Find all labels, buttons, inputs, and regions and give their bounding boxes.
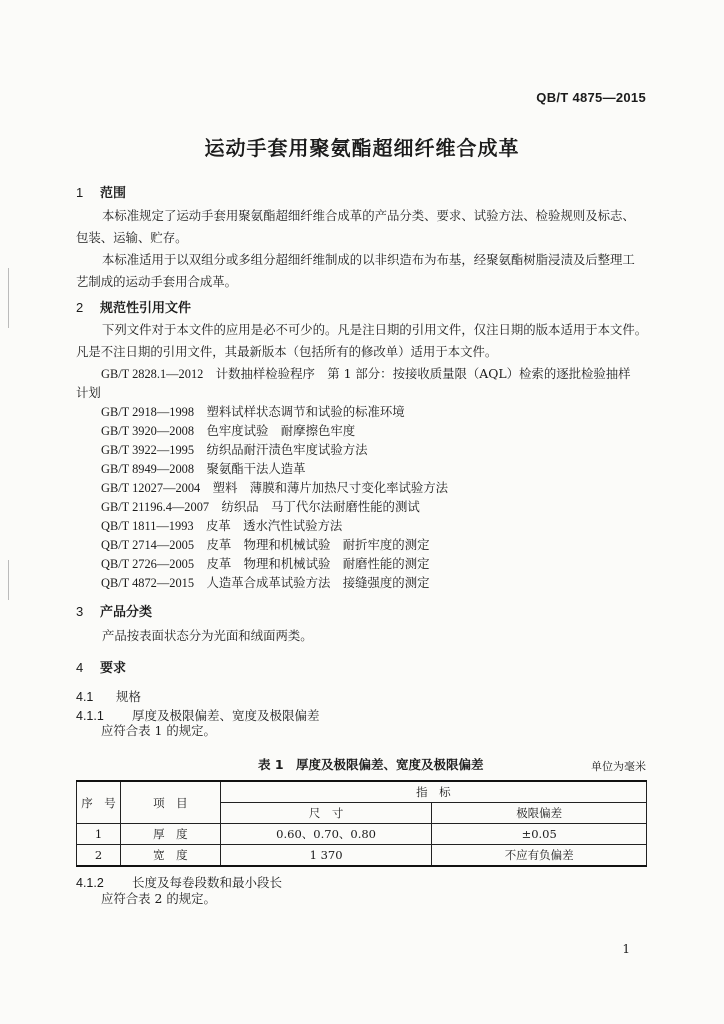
section-1-body bbox=[76, 205, 656, 293]
paragraph: 本标准适用于以双组分或多组分超细纤维制成的以非织造布为布基，经聚氨酯树脂浸渍及后整理工 bbox=[102, 252, 635, 267]
header-no: 序 号 bbox=[77, 781, 121, 824]
table-caption: 表 1 厚度及极限偏差、宽度及极限偏差 bbox=[258, 757, 484, 772]
reference-title: 纺织品耐汗渍色牢度试验方法 bbox=[206, 442, 368, 457]
reference-item bbox=[101, 364, 631, 382]
reference-code: QB/T 2726—2005 bbox=[101, 557, 195, 571]
header-deviation: 极限偏差 bbox=[432, 803, 647, 824]
section-3-heading bbox=[76, 601, 152, 620]
header-size: 尺 寸 bbox=[220, 803, 432, 824]
reference-title: 皮革 物理和机械试验 耐折牢度的测定 bbox=[206, 537, 430, 552]
cell-deviation: 不应有负偏差 bbox=[432, 845, 647, 867]
paragraph-cont: 艺制成的运动手套用合成革。 bbox=[76, 274, 238, 289]
cell-size: 0.60、0.70、0.80 bbox=[220, 824, 432, 845]
section-title: 规格 bbox=[116, 689, 142, 704]
reference-item bbox=[101, 497, 420, 515]
section-1-heading bbox=[76, 182, 126, 201]
section-4-1-heading bbox=[76, 687, 141, 705]
table-1 bbox=[76, 780, 647, 867]
scan-margin-mark bbox=[8, 560, 9, 600]
standard-code: QB/T 4875—2015 bbox=[536, 90, 646, 105]
paragraph: 产品按表面状态分为光面和绒面两类。 bbox=[102, 628, 313, 643]
cell-deviation: ±0.05 bbox=[432, 824, 647, 845]
document-title: 运动手套用聚氨酯超细纤维合成革 bbox=[204, 136, 520, 160]
paragraph: 应符合表 1 的规定。 bbox=[101, 723, 216, 738]
reference-code: GB/T 8949—2008 bbox=[101, 462, 195, 476]
section-title: 范围 bbox=[100, 186, 127, 201]
section-number: 4.1 bbox=[76, 690, 94, 704]
reference-item-cont bbox=[76, 383, 101, 401]
cell-item: 宽 度 bbox=[120, 845, 220, 867]
reference-code: QB/T 2714—2005 bbox=[101, 538, 195, 552]
reference-title: 纺织品 马丁代尔法耐磨性能的测试 bbox=[221, 499, 420, 514]
reference-item bbox=[101, 516, 342, 534]
reference-code: GB/T 21196.4—2007 bbox=[101, 500, 210, 514]
reference-title: 计数抽样检验程序 第 1 部分：按接收质量限（AQL）检索的逐批检验抽样 bbox=[215, 366, 631, 381]
reference-code: GB/T 12027—2004 bbox=[101, 481, 201, 495]
section-4-1-1-body bbox=[101, 720, 216, 742]
reference-item bbox=[101, 402, 405, 420]
section-number: 2 bbox=[76, 300, 84, 315]
section-title: 产品分类 bbox=[100, 605, 153, 620]
section-title: 厚度及极限偏差、宽度及极限偏差 bbox=[132, 708, 320, 723]
reference-title: 塑料试样状态调节和试验的标准环境 bbox=[206, 404, 405, 419]
reference-code: GB/T 3922—1995 bbox=[101, 443, 195, 457]
reference-title: 色牢度试验 耐摩擦色牢度 bbox=[206, 423, 356, 438]
scan-margin-mark bbox=[8, 268, 9, 328]
reference-code: GB/T 3920—2008 bbox=[101, 424, 195, 438]
paragraph-cont: 凡是不注日期的引用文件，其最新版本（包括所有的修改单）适用于本文件。 bbox=[76, 344, 498, 359]
reference-item bbox=[101, 554, 429, 572]
section-number: 4.1.2 bbox=[76, 876, 104, 890]
paragraph: 应符合表 2 的规定。 bbox=[101, 891, 216, 906]
paragraph: 本标准规定了运动手套用聚氨酯超细纤维合成革的产品分类、要求、试验方法、检验规则及标志、 bbox=[102, 208, 635, 223]
cell-size: 1 370 bbox=[220, 845, 432, 867]
reference-code: QB/T 4872—2015 bbox=[101, 576, 195, 590]
reference-title: 皮革 透水汽性试验方法 bbox=[205, 518, 343, 533]
cell-no: 1 bbox=[77, 824, 121, 845]
header-item: 项 目 bbox=[120, 781, 220, 824]
section-4-heading bbox=[76, 657, 126, 676]
header-indicator: 指 标 bbox=[220, 781, 646, 803]
reference-title: 聚氨酯干法人造革 bbox=[206, 461, 306, 476]
reference-item bbox=[101, 440, 368, 458]
table-unit: 单位为毫米 bbox=[591, 760, 646, 773]
reference-code: QB/T 1811—1993 bbox=[101, 519, 194, 533]
reference-code: GB/T 2918—1998 bbox=[101, 405, 195, 419]
reference-item bbox=[101, 459, 306, 477]
table-row bbox=[77, 845, 647, 867]
section-title: 长度及每卷段数和最小段长 bbox=[132, 875, 283, 890]
section-number: 3 bbox=[76, 604, 84, 619]
paragraph: 下列文件对于本文件的应用是必不可少的。凡是注日期的引用文件，仅注日期的版本适用于本文件。 bbox=[102, 322, 648, 337]
reference-item bbox=[101, 573, 429, 591]
paragraph-cont: 包装、运输、贮存。 bbox=[76, 230, 188, 245]
section-number: 4.1.1 bbox=[76, 709, 104, 723]
reference-item bbox=[101, 421, 355, 439]
section-number: 4 bbox=[76, 660, 84, 675]
table-row bbox=[77, 824, 647, 845]
section-2-heading bbox=[76, 297, 191, 316]
section-3-body bbox=[102, 625, 313, 647]
section-4-1-2-body bbox=[101, 888, 216, 910]
page-number: 1 bbox=[622, 942, 630, 956]
section-number: 1 bbox=[76, 185, 84, 200]
reference-title: 人造革合成革试验方法 接缝强度的测定 bbox=[206, 575, 430, 590]
reference-title: 皮革 物理和机械试验 耐磨性能的测定 bbox=[206, 556, 430, 571]
section-title: 规范性引用文件 bbox=[100, 301, 192, 316]
cell-item: 厚 度 bbox=[120, 824, 220, 845]
reference-code: GB/T 2828.1—2012 bbox=[101, 367, 204, 381]
section-2-body bbox=[76, 319, 656, 363]
reference-title: 塑料 薄膜和薄片加热尺寸变化率试验方法 bbox=[212, 480, 449, 495]
section-title: 要求 bbox=[100, 661, 127, 676]
reference-item bbox=[101, 535, 429, 553]
reference-title: 计划 bbox=[76, 385, 101, 400]
reference-item bbox=[101, 478, 448, 496]
cell-no: 2 bbox=[77, 845, 121, 867]
